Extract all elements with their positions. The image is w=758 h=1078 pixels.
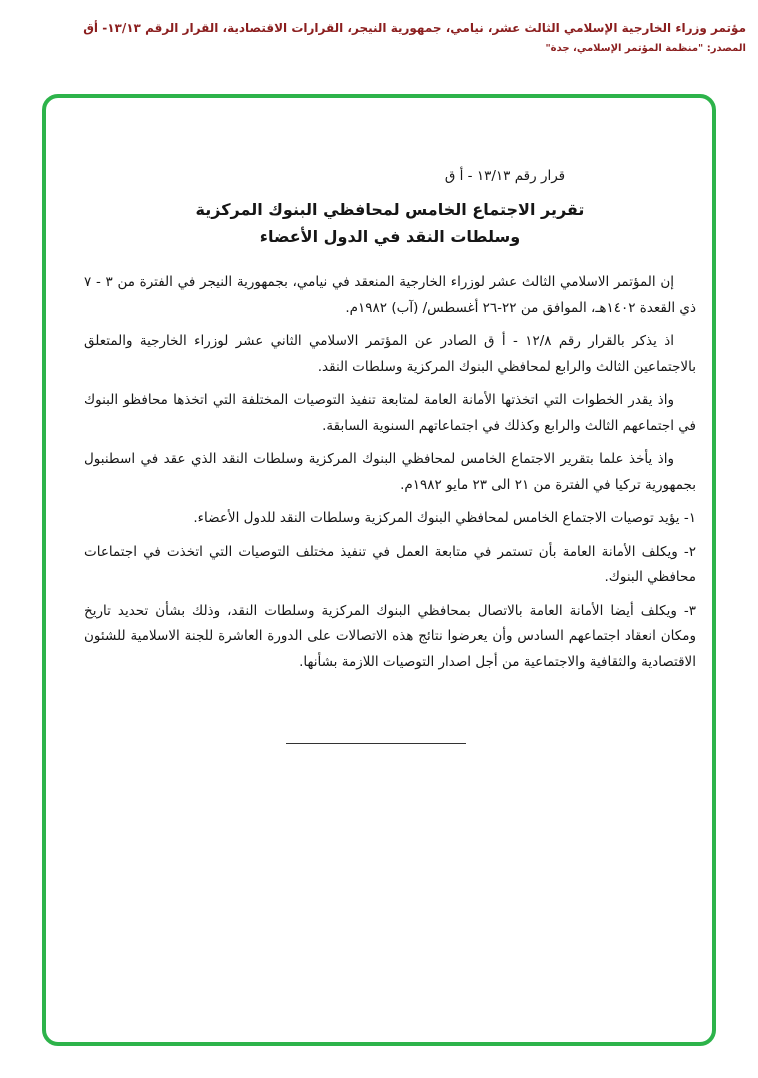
- header-title-line: مؤتمر وزراء الخارجية الإسلامي الثالث عشر، نيامي، جمهورية النيجر، القرارات الاقتصادية، القرار الرقم ١٣/١٣- أق: [83, 21, 746, 35]
- paragraph-recalling: اذ يذكر بالقرار رقم ١٢/٨ - أ ق الصادر عن المؤتمر الاسلامي الثاني عشر لوزراء الخارجية والمتعلق بالاجتماعين الثالث والرابع لمحافظي البنوك المركزية وسلطات النقد.: [84, 333, 696, 375]
- page-header: [10, 20, 746, 54]
- paragraph-appreciating: واذ يقدر الخطوات التي اتخذتها الأمانة العامة لمتابعة تنفيذ التوصيات المختلفة التي اتخذها محافظو البنوك في اجتماعهم الثالث والرابع وكذلك في اجتماعاتهم السنوية السابقة.: [84, 392, 696, 434]
- separator-line: [286, 743, 466, 744]
- document-title-line-1: تقرير الاجتماع الخامس لمحافظي البنوك المركزية: [195, 200, 585, 219]
- paragraph-preamble: إن المؤتمر الاسلامي الثالث عشر لوزراء الخارجية المنعقد في نيامي، بجمهورية النيجر في الفترة من ٣ - ٧ ذي القعدة ١٤٠٢هـ، الموافق من ٢٢-٢٦ أغسطس/ (آب) ١٩٨٢م.: [84, 274, 696, 316]
- header-source-line: المصدر: "منظمة المؤتمر الإسلامي، جدة": [545, 43, 746, 54]
- numbered-item-1: ١- يؤيد توصيات الاجتماع الخامس لمحافظي البنوك المركزية وسلطات النقد للدول الأعضاء.: [193, 510, 696, 526]
- numbered-item-3: ٣- ويكلف أيضا الأمانة العامة بالاتصال بمحافظي البنوك المركزية وسلطات النقد، وذلك بشأن تحديد تاريخ ومكان انعقاد اجتماعهم السادس وأن يعرضوا نتائج هذه الاتصالات على الدورة العاشرة للجنة الاسلامية للشئون الاقتصادية والثقافية والاجتماعية من أجل اصدار التوصيات اللازمة بشأنها.: [84, 602, 696, 670]
- decision-number-line: قرار رقم ١٣/١٣ - أ ق: [444, 168, 566, 184]
- document-content: [84, 168, 696, 683]
- numbered-item-2: ٢- ويكلف الأمانة العامة بأن تستمر في متابعة العمل في تنفيذ مختلف التوصيات التي اتخذت في اجتماعات محافظي البنوك.: [84, 543, 696, 585]
- paragraph-taking-note: واذ يأخذ علما بتقرير الاجتماع الخامس لمحافظي البنوك المركزية وسلطات النقد الذي عقد في اسطنبول بجمهورية تركيا في الفترة من ٢١ الى ٢٣ مايو ١٩٨٢م.: [84, 451, 696, 493]
- document-title-line-2: وسلطات النقد في الدول الأعضاء: [259, 227, 521, 246]
- document-frame: [42, 94, 716, 1046]
